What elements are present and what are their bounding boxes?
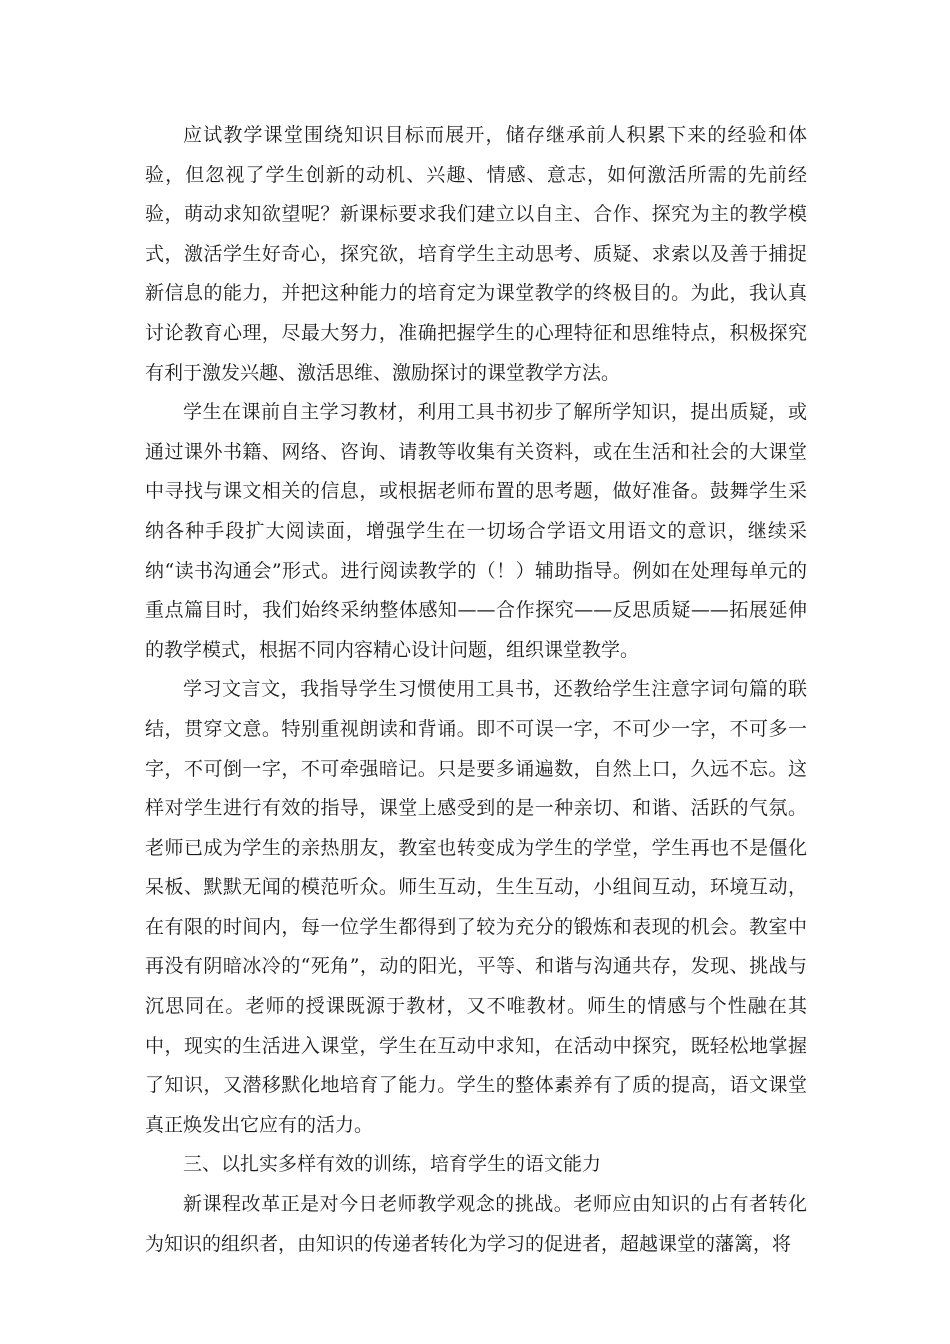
paragraph-pre-class-study: 学生在课前自主学习教材，利用工具书初步了解所学知识，提出质疑，或通过课外书籍、网络、咨询、请教等收集有关资料，或在生活和社会的大课堂中寻找与课文相关的信息，或根据老师布置的思考题，做好准备。鼓舞学生采纳各种手段扩大阅读面，增强学生在一切场合学语文用语文的意识，继续采纳“读书沟通会”形式。进行阅读教学的（！）辅助指导。例如在处理每单元的重点篇目时，我们始终采纳整体感知——合作探究——反思质疑——拓展延伸的教学模式，根据不同内容精心设计问题，组织课堂教学。 [145, 401, 807, 661]
paragraph-classical-chinese: 学习文言文，我指导学生习惯使用工具书，还教给学生注意字词句篇的联结，贯穿文意。特别重视朗读和背诵。即不可误一字，不可少一字，不可多一字，不可倒一字，不可牵强暗记。只是要多诵遍数，自然上口，久远不忘。这样对学生进行有效的指导，课堂上感受到的是一种亲切、和谐、活跃的气氛。老师已成为学生的亲热朋友，教室也转变成为学生的学堂，学生再也不是僵化呆板、默默无闻的模范听众。师生互动，生生互动，小组间互动，环境互动，在有限的时间内，每一位学生都得到了较为充分的锻炼和表现的机会。教室中再没有阴暗冰冷的“死角”，动的阳光，平等、和谐与沟通共存，发现、挑战与沉思同在。老师的授课既源于教材，又不唯教材。师生的情感与个性融在其中，现实的生活进入课堂，学生在互动中求知，在活动中探究，既轻松地掌握了知识，又潜移默化地培育了能力。学生的整体素养有了质的提高，语文课堂真正焕发出它应有的活力。 [145, 678, 807, 1136]
paragraph-curriculum-reform: 新课程改革正是对今日老师教学观念的挑战。老师应由知识的占有者转化为知识的组织者，由知识的传递者转化为学习的促进者，超越课堂的藩篱，将 [145, 1193, 807, 1255]
section-heading-three: 三、以扎实多样有效的训练，培育学生的语文能力 [183, 1153, 602, 1176]
document-body [145, 116, 807, 1264]
paragraph-exam-oriented-teaching: 应试教学课堂围绕知识目标而展开，储存继承前人积累下来的经验和体验，但忽视了学生创新的动机、兴趣、情感、意志，如何激活所需的先前经验，萌动求知欲望呢？新课标要求我们建立以自主、合作、探究为主的教学模式，激活学生好奇心，探究欲，培育学生主动思考、质疑、求索以及善于捕捉新信息的能力，并把这种能力的培育定为课堂教学的终极目的。为此，我认真讨论教育心理，尽最大努力，准确把握学生的心理特征和思维特点，积极探究有利于激发兴趣、激活思维、激励探讨的课堂教学方法。 [145, 124, 807, 384]
